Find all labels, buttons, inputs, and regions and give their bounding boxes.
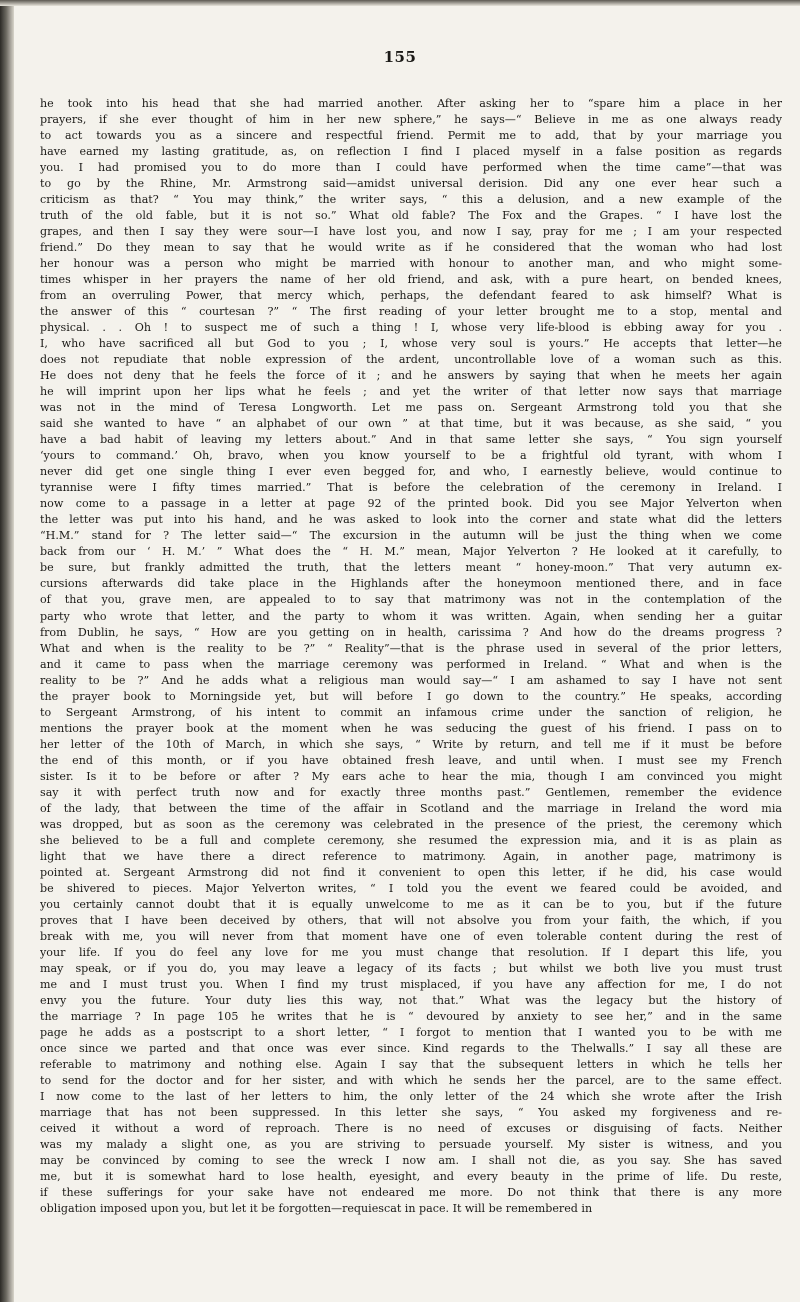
text-line: never did get one single thing I ever even begged for, and who, I earnestly believe, would continue to — [40, 465, 782, 479]
text-line: if these sufferings for your sake have not endeared me more. Do not think that there is any more — [40, 1186, 782, 1200]
text-line: marriage that has not been suppressed. In this letter she says, “ You asked my forgiveness and re- — [40, 1105, 782, 1119]
text-line: prayers, if she ever thought of him in her new sphere,” he says—“ Believe in me as one always ready — [40, 113, 782, 127]
body-text — [40, 96, 782, 1217]
text-line: physical. . . Oh ! to suspect me of such a thing ! I, whose very life-blood is ebbing away for you . — [40, 321, 782, 335]
text-line: “H.M.” stand for ? The letter said—“ The excursion in the autumn will be just the thing when we come — [40, 529, 782, 543]
text-line: the letter was put into his hand, and he was asked to look into the corner and state what did the letters — [40, 513, 782, 527]
text-line: the answer of this “ courtesan ?” “ The first reading of your letter brought me to a stop, mental and — [40, 305, 782, 319]
text-line: light that we have there a direct reference to matrimony. Again, in another page, matrimony is — [40, 849, 782, 863]
text-line: and it came to pass when the marriage ceremony was performed in Ireland. “ What and when is the — [40, 657, 782, 671]
text-line: was not in the mind of Teresa Longworth. Let me pass on. Sergeant Armstrong told you that she — [40, 401, 782, 415]
text-line: reality to be ?” And he adds what a religious man would say—“ I am ashamed to say I have not sent — [40, 673, 782, 687]
text-line: I, who have sacrificed all but God to you ; I, whose very soul is yours.” He accepts that letter—he — [40, 337, 782, 351]
text-line: once since we parted and that once was ever since. Kind regards to the Thelwalls.” I say all these are — [40, 1041, 782, 1055]
text-line: now come to a passage in a letter at page 92 of the printed book. Did you see Major Yelverton when — [40, 497, 782, 511]
text-line: the prayer book to Morningside yet, but will before I go down to the country.” He speaks, according — [40, 689, 782, 703]
text-line: ‘yours to command.’ Oh, bravo, when you know yourself to be a frightful old tyrant, with whom I — [40, 449, 782, 463]
text-line: be shivered to pieces. Major Yelverton writes, “ I told you the event we feared could be avoided, and — [40, 881, 782, 895]
text-line: He does not deny that he feels the force of it ; and he answers by saying that when he meets her again — [40, 369, 782, 383]
text-line: to act towards you as a sincere and respectful friend. Permit me to add, that by your marriage you — [40, 129, 782, 143]
text-line: from Dublin, he says, “ How are you getting on in health, carissima ? And how do the dreams progress ? — [40, 625, 782, 639]
text-line: she believed to be a full and complete ceremony, she resumed the expression mia, and it is as plain as — [40, 833, 782, 847]
text-line: truth of the old fable, but it is not so.” What old fable? The Fox and the Grapes. “ I have lost the — [40, 209, 782, 223]
text-line: may speak, or if you do, you may leave a legacy of its facts ; but whilst we both live you must trust — [40, 961, 782, 975]
text-line: from an overruling Power, that mercy which, perhaps, the defendant feared to ask himself? What is — [40, 289, 782, 303]
text-line: does not repudiate that noble expression of the ardent, uncontrollable love of a woman such as this. — [40, 353, 782, 367]
text-line: party who wrote that letter, and the party to whom it was written. Again, when sending her a guitar — [40, 609, 782, 623]
text-line: criticism as that? “ You may think,” the writer says, “ this a delusion, and a new example of the — [40, 193, 782, 207]
text-line: your life. If you do feel any love for me you must change that resolution. If I depart this life, you — [40, 945, 782, 959]
text-line: you. I had promised you to do more than I could have performed when the time came”—that was — [40, 161, 782, 175]
text-line: may be convinced by coming to see the wreck I now am. I shall not die, as you say. She has saved — [40, 1154, 782, 1168]
text-line: the marriage ? In page 105 he writes that he is “ devoured by anxiety to see her,” and in the same — [40, 1009, 782, 1023]
text-line: times whisper in her prayers the name of her old friend, and ask, with a pure heart, on bended knees, — [40, 273, 782, 287]
text-line: proves that I have been deceived by others, that will not absolve you from your faith, the which, if you — [40, 913, 782, 927]
text-line: was my malady a slight one, as you are striving to persuade yourself. My sister is witness, and you — [40, 1138, 782, 1152]
text-line: to send for the doctor and for her sister, and with which he sends her the parcel, are to the same effect. — [40, 1073, 782, 1087]
text-line: What and when is the reality to be ?” “ Reality”—that is the phrase used in several of the prior letters, — [40, 641, 782, 655]
text-line: friend.” Do they mean to say that he would write as if he considered that the woman who had lost — [40, 241, 782, 255]
text-line: sister. Is it to be before or after ? My ears ache to hear the mia, though I am convinced you might — [40, 769, 782, 783]
text-line: ceived it without a word of reproach. There is no need of excuses or disguising of facts. Neither — [40, 1122, 782, 1135]
text-line: me, but it is somewhat hard to lose health, eyesight, and every beauty in the prime of life. Du reste, — [40, 1170, 782, 1184]
binding-shadow — [0, 0, 14, 1302]
text-line: obligation imposed upon you, but let it be forgotten—requiescat in pace. It will be remembered in — [40, 1202, 593, 1216]
text-line: be sure, but frankly admitted the truth, that the letters meant “ honey-moon.” That very autumn ex- — [40, 561, 782, 575]
text-line: he will imprint upon her lips what he feels ; and yet the writer of that letter now says that marriage — [40, 385, 782, 399]
text-line: referable to matrimony and nothing else. Again I say that the subsequent letters in which he tells her — [40, 1057, 782, 1071]
text-line: her letter of the 10th of March, in which she says, “ Write by return, and tell me if it must be before — [40, 737, 782, 751]
text-line: you certainly cannot doubt that it is equally unwelcome to me as it can be to you, but if the future — [40, 897, 782, 911]
text-line: mentions the prayer book at the moment when he was seducing the guest of his friend. I pass on to — [40, 721, 782, 735]
text-line: the end of this month, or if you have obtained fresh leave, and until when. I must see my French — [40, 753, 782, 767]
text-line: envy you the future. Your duty lies this way, not that.” What was the legacy but the history of — [40, 993, 782, 1007]
text-line: me and I must trust you. When I find my trust misplaced, if you have any affection for me, I do not — [40, 977, 782, 991]
text-line: say it with perfect truth now and for exactly three months past.” Gentlemen, remember the evidence — [40, 785, 782, 799]
text-line: her honour was a person who might be married with honour to another man, and who might some- — [40, 257, 782, 271]
text-line: I now come to the last of her letters to him, the only letter of the 24 which she wrote after the Irish — [40, 1089, 782, 1103]
text-line: he took into his head that she had married another. After asking her to “spare him a place in her — [40, 97, 782, 110]
text-line: to go by the Rhine, Mr. Armstrong said—amidst universal derision. Did any one ever hear such a — [40, 177, 782, 191]
text-line: back from our ‘ H. M.’ ” What does the “ H. M.” mean, Major Yelverton ? He looked at it carefully, to — [40, 545, 782, 559]
text-line: of that you, grave men, are appealed to to say that matrimony was not in the contemplation of the — [40, 593, 782, 607]
text-line: grapes, and then I say they were sour—I have lost you, and now I say, pray for me ; I am your respected — [40, 225, 782, 239]
top-edge — [0, 0, 800, 6]
text-line: cursions afterwards did take place in the Highlands after the honeymoon mentioned there, and in face — [40, 577, 782, 591]
text-line: said she wanted to have “ an alphabet of our own ” at that time, but it was because, as she said, “ you — [40, 417, 782, 431]
text-line: page he adds as a postscript to a short letter, “ I forgot to mention that I wanted you to be with me — [40, 1025, 782, 1039]
text-line: was dropped, but as soon as the ceremony was celebrated in the presence of the priest, the ceremony which — [40, 817, 782, 831]
text-line: of the lady, that between the time of the affair in Scotland and the marriage in Ireland the word mia — [40, 801, 782, 815]
text-line: have a bad habit of leaving my letters about.” And in that same letter she says, “ You sign yourself — [40, 433, 782, 447]
text-line: tyrannise were I fifty times married.” That is before the celebration of the ceremony in Ireland. I — [40, 481, 782, 495]
text-line: break with me, you will never from that moment have one of even tolerable content during the rest of — [40, 929, 782, 943]
text-line: pointed at. Sergeant Armstrong did not find it convenient to open this letter, if he did, his case would — [40, 865, 782, 879]
text-line: to Sergeant Armstrong, of his intent to commit an infamous crime under the sanction of religion, he — [40, 705, 782, 719]
text-line: have earned my lasting gratitude, as, on reflection I find I placed myself in a false position as regards — [40, 145, 782, 159]
page-number: 155 — [383, 48, 417, 66]
